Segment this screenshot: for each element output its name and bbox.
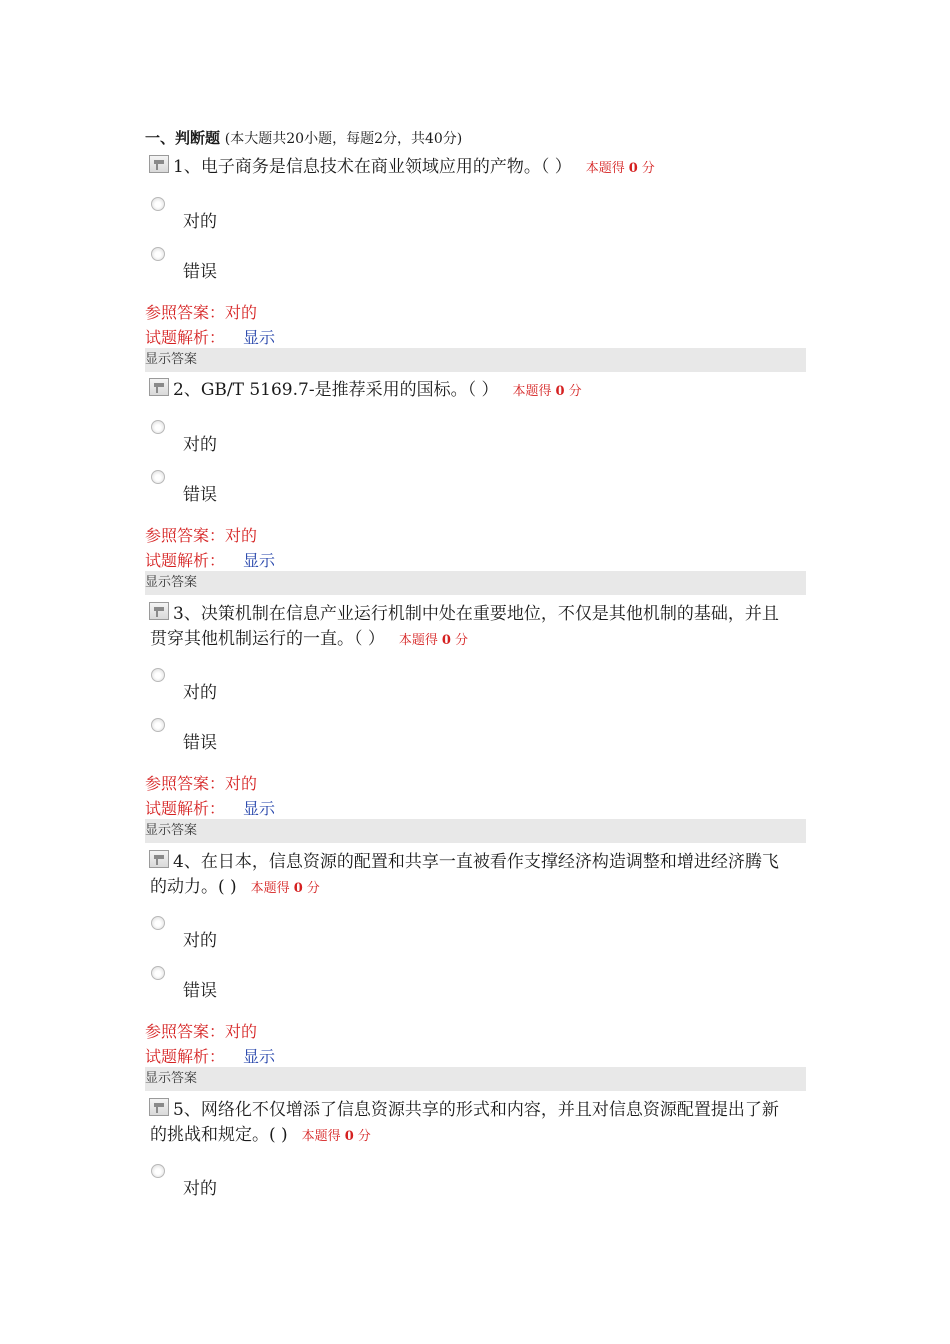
analysis-line <box>145 325 275 348</box>
option-label: 对的 <box>183 435 217 455</box>
question-stem: 4、在日本，信息资源的配置和共享一直被看作支撑经济构造调整和增进经济腾飞的动力。( ) <box>150 852 779 897</box>
show-answer-bar[interactable]: 显示答案 <box>145 348 806 372</box>
show-answer-bar[interactable]: 显示答案 <box>145 1067 806 1091</box>
reference-answer <box>145 300 257 323</box>
radio-button[interactable] <box>151 470 165 484</box>
option-label: 对的 <box>183 1179 217 1199</box>
score-badge <box>513 384 582 399</box>
option-label: 对的 <box>183 683 217 703</box>
radio-button[interactable] <box>151 247 165 261</box>
show-answer-bar[interactable]: 显示答案 <box>145 571 806 595</box>
question-text <box>150 1098 790 1149</box>
question-text <box>150 850 790 901</box>
show-analysis-link[interactable]: 显示 <box>243 551 276 570</box>
analysis-line <box>145 1044 275 1067</box>
score-suffix: 分 <box>306 881 320 896</box>
score-prefix: 本题得 <box>250 881 290 896</box>
option-label: 对的 <box>183 931 217 951</box>
option-false[interactable] <box>149 718 349 758</box>
score-prefix: 本题得 <box>585 161 625 176</box>
question-header <box>145 1098 810 1148</box>
question-header <box>145 602 810 652</box>
radio-button[interactable] <box>151 966 165 980</box>
option-label: 错误 <box>183 485 217 505</box>
flag-icon[interactable] <box>149 378 169 396</box>
score-prefix: 本题得 <box>301 1129 341 1144</box>
score-suffix: 分 <box>357 1129 371 1144</box>
question-stem: 1、电子商务是信息技术在商业领域应用的产物。（ ） <box>173 157 572 177</box>
option-false[interactable] <box>149 247 349 287</box>
option-label: 对的 <box>183 212 217 232</box>
show-answer-bar[interactable]: 显示答案 <box>145 819 806 843</box>
section-header <box>145 127 462 148</box>
option-label: 错误 <box>183 733 217 753</box>
question-text <box>150 602 790 653</box>
answer-prefix: 参照答案： <box>145 526 226 545</box>
analysis-prefix: 试题解析： <box>145 799 226 818</box>
reference-answer <box>145 523 257 546</box>
score-badge <box>586 161 655 176</box>
radio-button[interactable] <box>151 718 165 732</box>
reference-answer <box>145 1019 257 1042</box>
answer-prefix: 参照答案： <box>145 303 226 322</box>
option-true[interactable] <box>149 1164 349 1204</box>
answer-value: 对的 <box>225 774 258 793</box>
radio-button[interactable] <box>151 420 165 434</box>
question-stem: 5、网络化不仅增添了信息资源共享的形式和内容，并且对信息资源配置提出了新的挑战和规定。( ) <box>150 1100 779 1145</box>
question-text <box>173 155 813 181</box>
flag-icon[interactable] <box>149 155 169 173</box>
question-stem: 2、GB/T 5169.7-是推荐采用的国标。（ ） <box>173 380 499 400</box>
score-prefix: 本题得 <box>398 633 438 648</box>
question-stem: 3、决策机制在信息产业运行机制中处在重要地位，不仅是其他机制的基础，并且贯穿其他机制运行的一直。（ ） <box>150 604 779 649</box>
analysis-prefix: 试题解析： <box>145 551 226 570</box>
answer-value: 对的 <box>225 303 258 322</box>
option-true[interactable] <box>149 197 349 237</box>
option-true[interactable] <box>149 420 349 460</box>
question-1 <box>145 155 810 367</box>
answer-value: 对的 <box>225 1022 258 1041</box>
analysis-prefix: 试题解析： <box>145 1047 226 1066</box>
option-true[interactable] <box>149 668 349 708</box>
question-header <box>145 850 810 900</box>
radio-button[interactable] <box>151 1164 165 1178</box>
score-badge <box>399 633 468 648</box>
answer-prefix: 参照答案： <box>145 1022 226 1041</box>
question-4 <box>145 850 810 1086</box>
option-true[interactable] <box>149 916 349 956</box>
score-value: 0 <box>344 1129 354 1144</box>
answer-value: 对的 <box>225 526 258 545</box>
question-2 <box>145 378 810 590</box>
reference-answer <box>145 771 257 794</box>
option-label: 错误 <box>183 981 217 1001</box>
section-description: (本大题共20小题，每题2分，共40分) <box>224 131 463 147</box>
score-suffix: 分 <box>454 633 468 648</box>
option-false[interactable] <box>149 966 349 1006</box>
answer-prefix: 参照答案： <box>145 774 226 793</box>
score-value: 0 <box>555 384 565 399</box>
option-false[interactable] <box>149 470 349 510</box>
score-suffix: 分 <box>641 161 655 176</box>
score-value: 0 <box>293 881 303 896</box>
show-analysis-link[interactable]: 显示 <box>243 1047 276 1066</box>
section-title: 一、判断题 <box>145 129 221 147</box>
score-suffix: 分 <box>568 384 582 399</box>
radio-button[interactable] <box>151 197 165 211</box>
question-3 <box>145 602 810 838</box>
score-value: 0 <box>441 633 451 648</box>
score-value: 0 <box>628 161 638 176</box>
radio-button[interactable] <box>151 668 165 682</box>
score-badge <box>302 1129 371 1144</box>
score-badge <box>251 881 320 896</box>
score-prefix: 本题得 <box>512 384 552 399</box>
analysis-line <box>145 796 275 819</box>
show-analysis-link[interactable]: 显示 <box>243 328 276 347</box>
question-text <box>173 378 813 404</box>
show-analysis-link[interactable]: 显示 <box>243 799 276 818</box>
question-5 <box>145 1098 810 1199</box>
option-label: 错误 <box>183 262 217 282</box>
analysis-prefix: 试题解析： <box>145 328 226 347</box>
radio-button[interactable] <box>151 916 165 930</box>
analysis-line <box>145 548 275 571</box>
